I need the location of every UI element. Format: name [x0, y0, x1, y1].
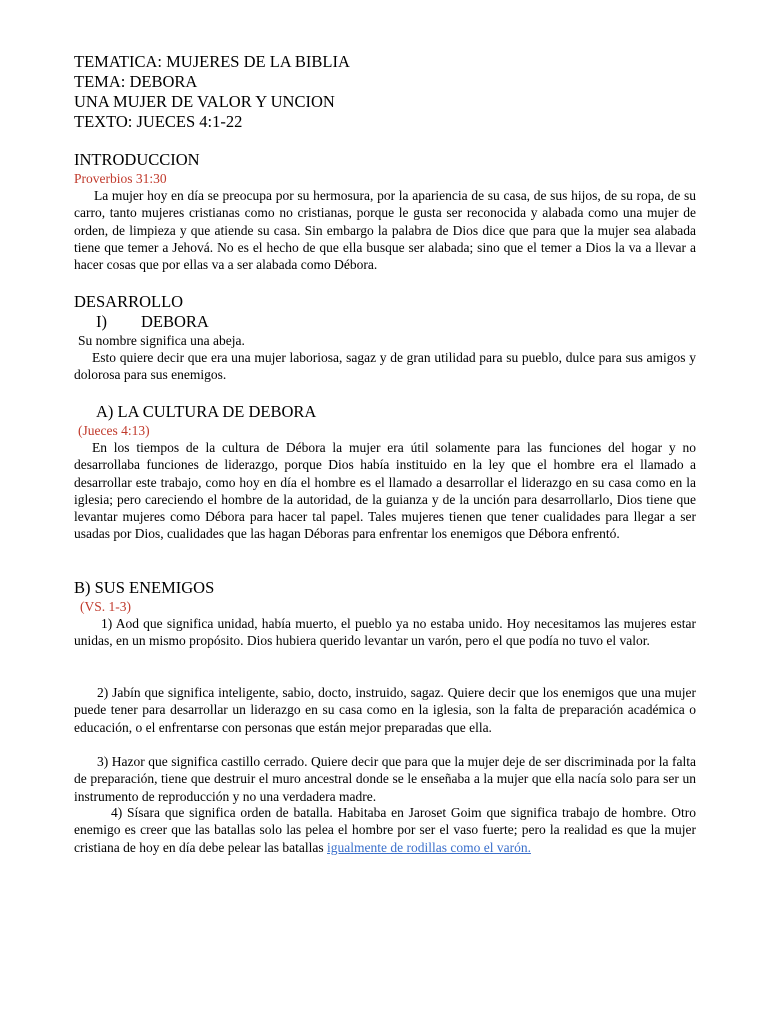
- enemigo-hazor-paragraph: 3) Hazor que significa castillo cerrado. Quiere decir que para que la mujer deje de ser discriminada por la falta de preparación, tiene que destruir el muro ancestral donde se le enseñaba a la mujer que ella nacía solo para ser un instrumento de reproducción y no una verdadera madre.: [74, 754, 696, 804]
- tema-line: TEMA: DEBORA: [74, 72, 198, 91]
- enemigos-reference: (VS. 1-3): [80, 599, 131, 614]
- section-title: DEBORA: [141, 312, 209, 331]
- debora-meaning-line: Su nombre significa una abeja.: [78, 333, 245, 348]
- cultura-heading: A) LA CULTURA DE DEBORA: [96, 402, 317, 421]
- texto-line: TEXTO: JUECES 4:1-22: [74, 112, 243, 131]
- introduccion-reference: Proverbios 31:30: [74, 171, 167, 186]
- enemigo-aod-paragraph: 1) Aod que significa unidad, había muerto, el pueblo ya no estaba unido. Hoy necesitamos las mujeres estar unidas, en un mismo propósito. Dios hubiera querido levantar un varón, pero el que podía no tuvo el valor.: [74, 616, 696, 649]
- rodillas-link[interactable]: igualmente de rodillas como el varón.: [327, 839, 531, 855]
- enemigo-jabin-paragraph: 2) Jabín que significa inteligente, sabio, docto, instruido, sagaz. Quiere decir que los enemigos que una mujer puede tener para desarrollar un liderazgo en su casa como en la iglesia, son la falta de preparación académica o educación, o el enfrentarse con personas que están mejor preparadas que ella.: [74, 685, 696, 735]
- cultura-reference: (Jueces 4:13): [78, 423, 150, 438]
- cultura-paragraph: En los tiempos de la cultura de Débora la mujer era útil solamente para las funciones del hogar y no desarrollaba funciones de liderazgo, porque Dios había instituido en la ley que el hombre era el llamado a desarrollar este trabajo, como hoy en día el hombre es el llamado a desarrollar el liderazgo en su casa como en la iglesia; pero careciendo el hombre de la autoridad, de la guianza y de la unción para desarrollarlo, Dios tiene que levantar mujeres como Débora para hacer tal papel. Tales mujeres tienen que tener cualidades para llegar a ser usadas por Dios, cualidades que las hagan Déboras para enfrentar los enemigos que Débora enfrentó.: [74, 440, 696, 542]
- section-number: I): [96, 312, 107, 331]
- introduccion-paragraph: La mujer hoy en día se preocupa por su hermosura, por la apariencia de su casa, de sus hijos, de su ropa, de su carro, tanto mujeres cristianas como no cristianas, porque le gusta ser reconocida y alabada como una mujer de orden, de limpieza y que atiende su casa. Sin embargo la palabra de Dios dice que para que la mujer sea alabada tiene que temer a Jehová. No es el hecho de que ella busque ser alabada; sino que el temer a Dios la va a llevar a hacer cosas que por ellas va a ser alabada como Débora.: [74, 188, 696, 273]
- desarrollo-heading: DESARROLLO: [74, 292, 184, 311]
- enemigo-sisara-paragraph: [74, 804, 696, 856]
- subtitle-line: UNA MUJER DE VALOR Y UNCION: [74, 92, 335, 111]
- tematica-line: TEMATICA: MUJERES DE LA BIBLIA: [74, 52, 350, 71]
- introduccion-heading: INTRODUCCION: [74, 150, 200, 169]
- enemigos-heading: B) SUS ENEMIGOS: [74, 578, 215, 597]
- enemigo-sisara-text: 4) Sísara que significa orden de batalla. Habitaba en Jaroset Goim que significa trabajo de hombre. Otro enemigo es creer que las batallas solo las pelea el hombre por ser el vaso fuerte; pero la realidad es que la mujer cristiana de hoy en día debe pelear las batallas: [74, 805, 696, 855]
- debora-paragraph: Esto quiere decir que era una mujer laboriosa, sagaz y de gran utilidad para su pueblo, dulce para sus amigos y dolorosa para sus enemigos.: [74, 350, 696, 383]
- header-block: [74, 52, 696, 132]
